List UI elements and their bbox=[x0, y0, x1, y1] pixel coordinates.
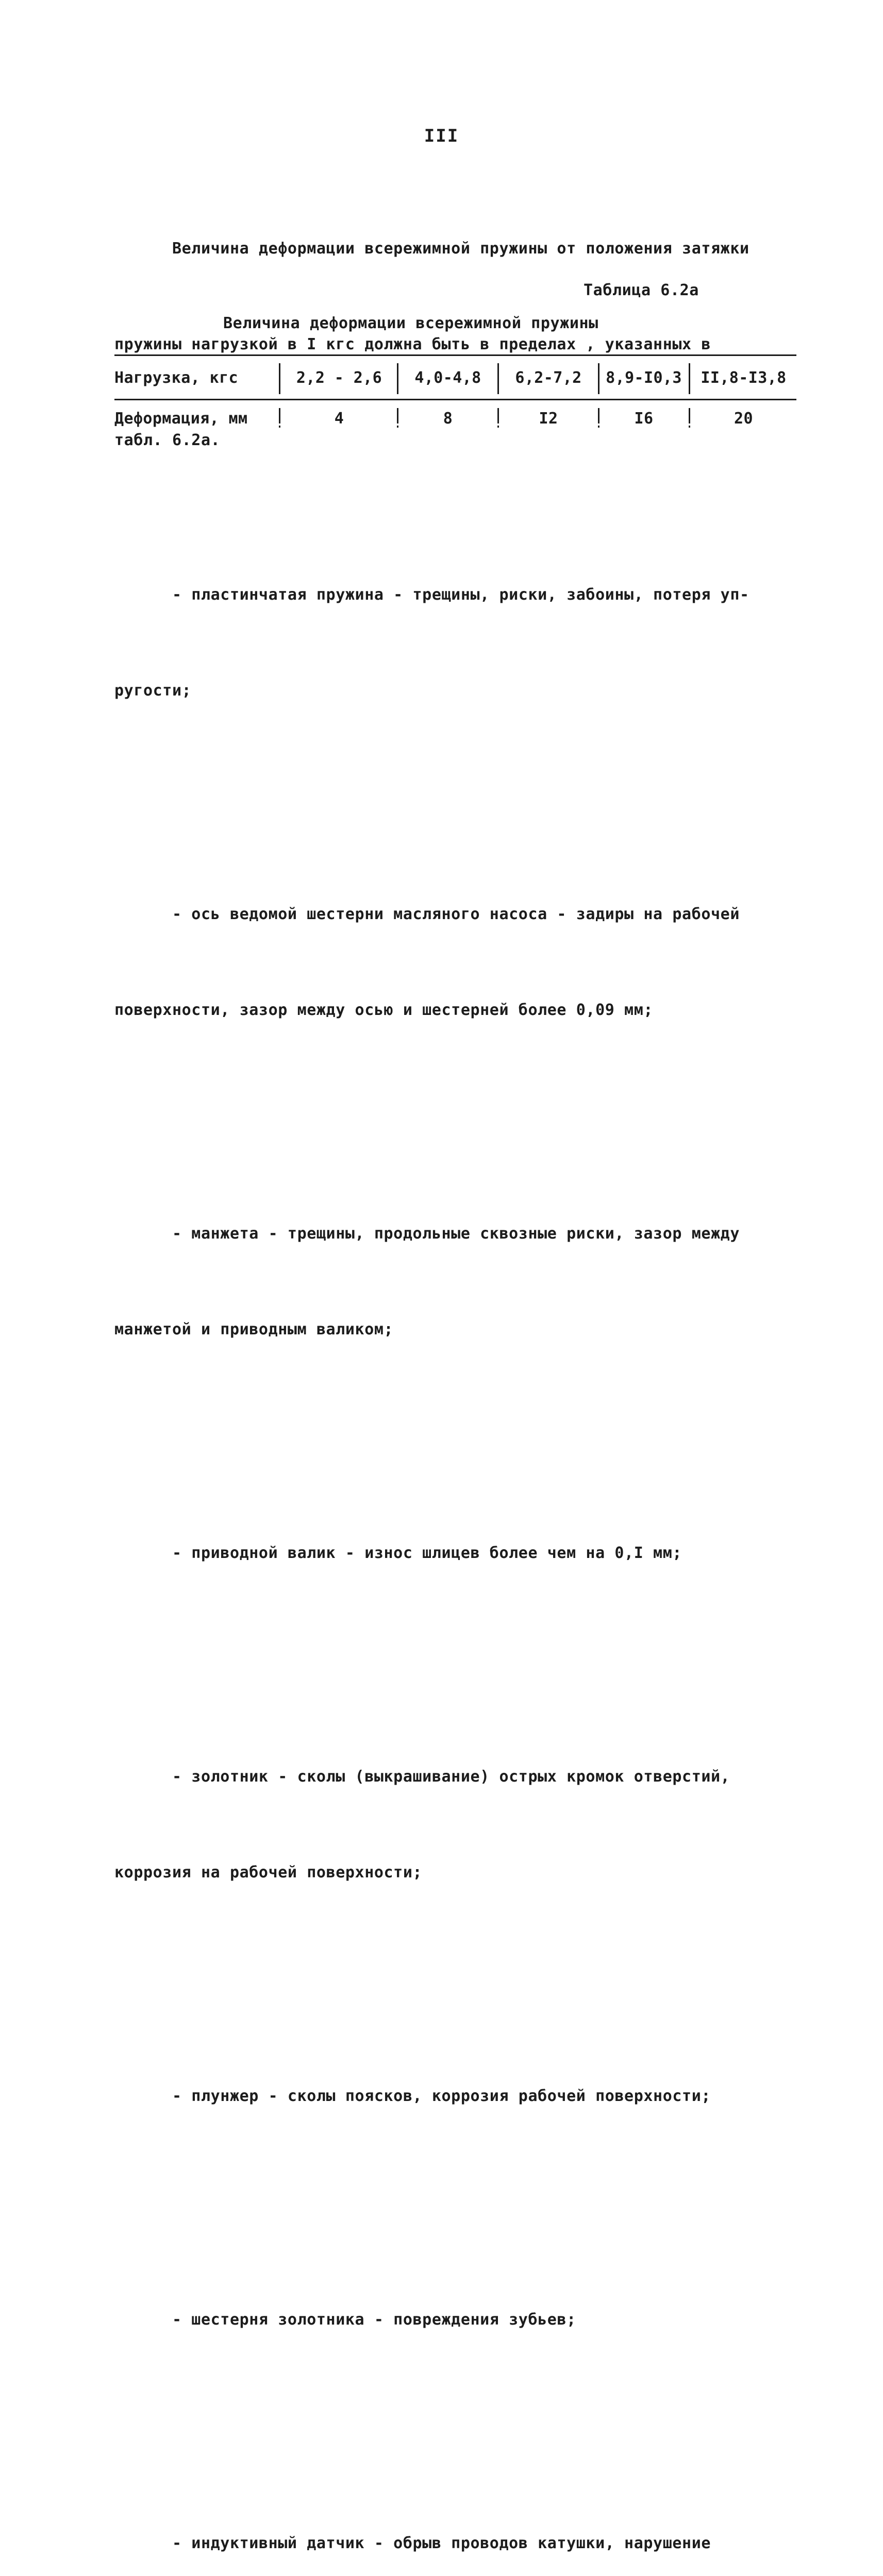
column-separator bbox=[397, 363, 398, 394]
text-line: Величина деформации всережимной пружины от положения затяжки bbox=[114, 240, 749, 258]
table-cell: 20 bbox=[734, 410, 753, 428]
table-cell: I6 bbox=[634, 410, 654, 428]
table-cell: 2,2 - 2,6 bbox=[296, 369, 382, 387]
text-line: табл. 6.2а. bbox=[114, 431, 221, 449]
text-line: - приводной валик - износ шлицев более чем на 0,I мм; bbox=[114, 1544, 682, 1562]
column-separator bbox=[598, 408, 599, 423]
table-middle-rule bbox=[114, 399, 796, 400]
text-line: ругости; bbox=[114, 682, 192, 700]
text-line: - золотник - сколы (выкрашивание) острых кромок отверстий, bbox=[114, 1768, 730, 1786]
list-item bbox=[114, 1697, 759, 1953]
text-line: - шестерня золотника - повреждения зубьев; bbox=[114, 2311, 576, 2329]
column-separator bbox=[497, 363, 499, 394]
list-item bbox=[114, 1473, 759, 1633]
list-item bbox=[114, 835, 759, 1090]
table-cell: 8,9-I0,3 bbox=[606, 369, 682, 387]
table-cell: 4 bbox=[334, 410, 344, 428]
row-header-deformation: Деформация, мм bbox=[114, 410, 248, 428]
text-line: - ось ведомой шестерни масляного насоса - задиры на рабочей bbox=[114, 905, 740, 923]
column-separator bbox=[397, 426, 398, 428]
text-line: - плунжер - сколы поясков, коррозия рабочей поверхности; bbox=[114, 2087, 711, 2105]
list-item bbox=[114, 2464, 759, 2576]
table-label: Таблица 6.2а bbox=[584, 281, 699, 299]
column-separator bbox=[598, 363, 599, 394]
column-separator bbox=[689, 363, 690, 394]
column-separator bbox=[397, 408, 398, 423]
text-line: манжетой и приводным валиком; bbox=[114, 1320, 394, 1338]
column-separator bbox=[598, 426, 599, 428]
text-line: - пластинчатая пружина - трещины, риски, забоины, потеря уп- bbox=[114, 586, 749, 604]
text-line: - манжета - трещины, продольные сквозные риски, зазор между bbox=[114, 1225, 740, 1243]
table-cell: 4,0-4,8 bbox=[414, 369, 481, 387]
column-separator bbox=[497, 426, 499, 428]
column-separator bbox=[279, 426, 280, 428]
defect-list bbox=[114, 451, 759, 2576]
table-cell: II,8-I3,8 bbox=[701, 369, 787, 387]
text-line: - индуктивный датчик - обрыв проводов катушки, нарушение bbox=[114, 2534, 711, 2552]
list-item bbox=[114, 515, 759, 771]
table-title: Величина деформации всережимной пружины bbox=[223, 314, 598, 332]
list-item bbox=[114, 2240, 759, 2400]
column-separator bbox=[279, 363, 280, 394]
row-header-load: Нагрузка, кгс bbox=[114, 369, 238, 387]
column-separator bbox=[689, 426, 690, 428]
table-top-rule bbox=[114, 354, 796, 356]
column-separator bbox=[689, 408, 690, 423]
table-cell: I2 bbox=[539, 410, 558, 428]
column-separator bbox=[279, 408, 280, 423]
table-cell: 6,2-7,2 bbox=[515, 369, 582, 387]
text-line: пружины нагрузкой в I кгс должна быть в пределах , указанных в bbox=[114, 335, 711, 353]
table-cell: 8 bbox=[443, 410, 453, 428]
text-line: поверхности, зазор между осью и шестерней более 0,09 мм; bbox=[114, 1001, 654, 1019]
page-number: III bbox=[424, 126, 459, 146]
column-separator bbox=[497, 408, 499, 423]
text-line: коррозия на рабочей поверхности; bbox=[114, 1863, 423, 1882]
list-item bbox=[114, 1154, 759, 1410]
list-item bbox=[114, 2016, 759, 2176]
